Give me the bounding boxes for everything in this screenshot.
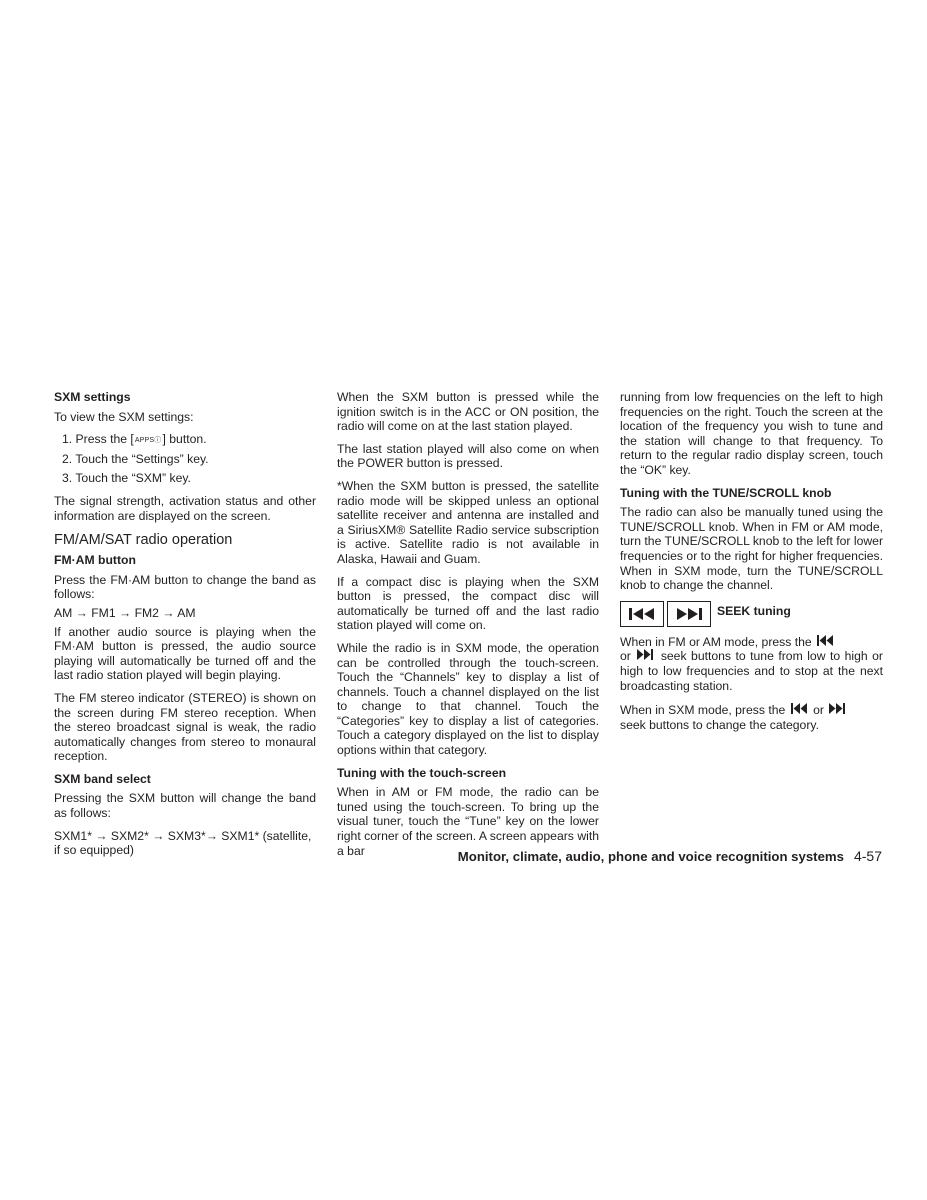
col2-paragraph-6: When in AM or FM mode, the radio can be tuned using the touch-screen. To bring up the visual tuner, touch the “Tune” key on the lower right corner of the screen. A screen appears with a bar — [337, 785, 599, 858]
sxm-settings-steps — [54, 432, 316, 486]
col3-p3-a: When in FM or AM mode, press the — [620, 634, 812, 649]
fmam-paragraph-3: The FM stereo indicator (STEREO) is shown on the screen during FM stereo reception. When the stereo broadcast signal is weak, the radio automatically changes from stereo to monaural reception. — [54, 690, 316, 764]
seek-forward-icon — [667, 601, 711, 627]
fmam-paragraph-2: If another audio source is playing when the FM·AM button is pressed, the audio source playing will automatically be turned off and the last radio station played will begin playing. — [54, 624, 316, 683]
step-3: 3. Touch the “SXM” key. — [62, 471, 191, 486]
col2-paragraph-1: When the SXM button is pressed while the ignition switch is in the ACC or ON position, the radio will come on at the last station played. — [337, 390, 599, 434]
sxm-settings-intro: To view the SXM settings: — [54, 409, 194, 424]
knob-heading: Tuning with the TUNE/SCROLL knob — [620, 485, 832, 500]
column-2 — [337, 390, 599, 866]
col2-paragraph-3: *When the SXM button is pressed, the satellite radio mode will be skipped unless an optional satellite receiver and antenna are installed and a SiriusXM® Satellite Radio service subscription is active. Satellite radio is not available in Alaska, Hawaii and Guam. — [337, 478, 599, 566]
column-3 — [620, 390, 883, 740]
seek-forward-icon — [637, 649, 654, 664]
seek-forward-icon — [829, 703, 846, 718]
col3-paragraph-4 — [620, 703, 883, 732]
fmam-paragraph-1: Press the FM·AM button to change the band as follows: — [54, 572, 316, 602]
col3-paragraph-3 — [620, 635, 883, 693]
col2-paragraph-4: If a compact disc is playing when the SXM button is pressed, the compact disc will automatically be turned off and the last radio station played will come on. — [337, 574, 599, 633]
col3-paragraph-1: running from low frequencies on the left to high frequencies on the right. Touch the screen at the location of the frequency you wish to tune and the station will change to that frequency. To return to the regular radio display screen, touch the “OK” key. — [620, 390, 883, 477]
sxm-settings-note: The signal strength, activation status and other information are displayed on the screen. — [54, 493, 316, 523]
sxm-settings-heading: SXM settings — [54, 390, 131, 404]
step-1-post: ] button. — [162, 432, 207, 447]
section-title: FM/AM/SAT radio operation — [54, 532, 233, 549]
column-1 — [54, 390, 316, 866]
fmam-heading: FM·AM button — [54, 553, 136, 568]
seek-back-icon — [817, 635, 834, 650]
col3-p4-a: When in SXM mode, press the — [620, 703, 786, 718]
col3-p4-b: or — [813, 703, 824, 718]
step-1 — [62, 432, 316, 447]
page-footer — [440, 848, 882, 865]
col2-paragraph-5: While the radio is in SXM mode, the operation can be controlled through the touch-screen. Touch the “Channels” key to display a list of channels. Touch a channel displayed on the list to change to that channel. Touch the “Categories” key to display a list of categories. Touch a category displayed on the list to display options within that category. — [337, 640, 599, 758]
apps-button-icon: APPSⓘ — [134, 437, 162, 445]
col3-p3-c: seek buttons to tune from low to high or high to low frequencies and to stop at the next broadcasting station. — [620, 649, 883, 693]
footer-section-title: Monitor, climate, audio, phone and voice recognition systems — [457, 849, 844, 864]
fmam-sequence: AM → FM1 → FM2 → AM — [54, 605, 196, 620]
col3-p3-b: or — [620, 649, 631, 664]
step-2: 2. Touch the “Settings” key. — [62, 451, 209, 466]
seek-back-icon — [620, 601, 664, 627]
seek-back-icon — [791, 703, 808, 718]
sxm-band-heading: SXM band select — [54, 771, 151, 786]
sxm-band-paragraph: Pressing the SXM button will change the band as follows: — [54, 791, 316, 821]
seek-heading: SEEK tuning — [717, 604, 791, 619]
col3-p4-c: seek buttons to change the category. — [620, 717, 819, 732]
col3-paragraph-2: The radio can also be manually tuned using the TUNE/SCROLL knob. When in FM or AM mode, turn the TUNE/SCROLL knob to the left for lower frequencies or to the right for higher frequencies. When in SXM mode, turn the TUNE/SCROLL knob to change the channel. — [620, 505, 883, 593]
seek-heading-row — [620, 601, 883, 627]
touch-screen-heading: Tuning with the touch-screen — [337, 765, 507, 780]
step-1-pre: 1. Press the [ — [62, 432, 134, 447]
col2-paragraph-2: The last station played will also come on when the POWER button is pressed. — [337, 441, 599, 471]
sxm-band-sequence: SXM1* → SXM2* → SXM3*→ SXM1* (satellite, if so equipped) — [54, 828, 312, 858]
page-number: 4-57 — [853, 848, 882, 864]
